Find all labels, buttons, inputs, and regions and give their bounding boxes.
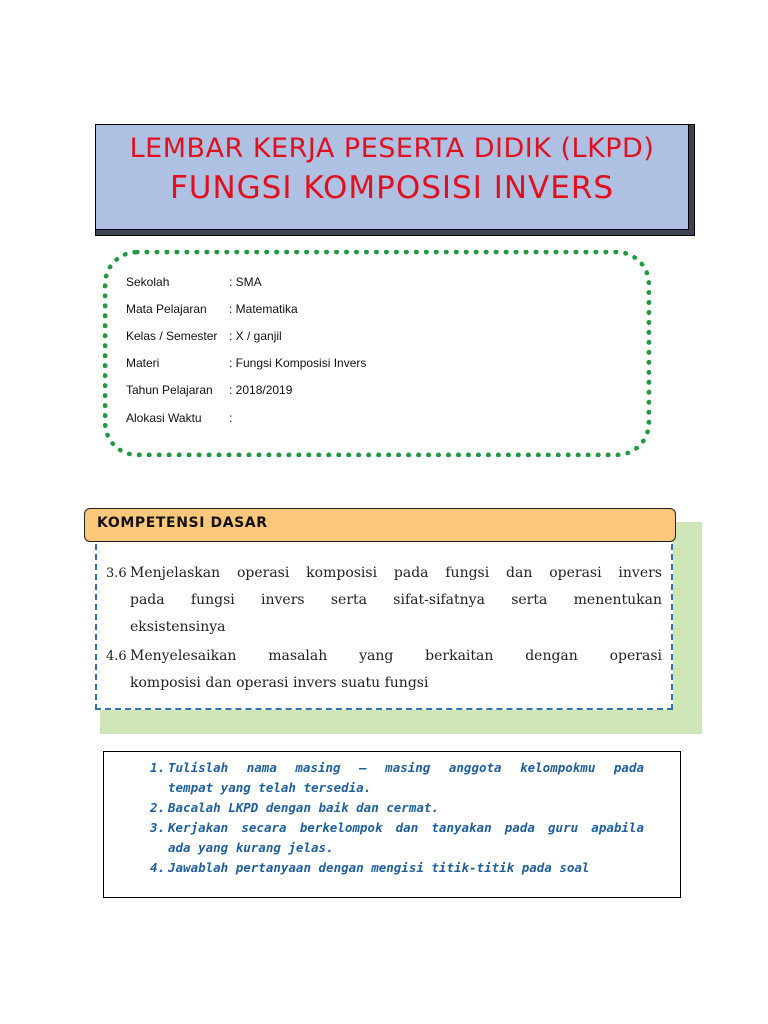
- title-panel: [95, 124, 689, 230]
- instruction-number: 4.: [150, 860, 166, 875]
- instruction-line: Jawablah pertanyaan dengan mengisi titik-titik pada soal: [168, 860, 590, 875]
- instruction-number: 2.: [150, 800, 166, 815]
- info-value: : SMA: [229, 275, 262, 289]
- kd-line: komposisi dan operasi invers suatu fungsi: [130, 675, 429, 691]
- info-label: Alokasi Waktu: [126, 411, 202, 425]
- kd-line: eksistensinya: [130, 619, 226, 635]
- info-value: : Fungsi Komposisi Invers: [229, 356, 367, 370]
- instruction-line: Bacalah LKPD dengan baik dan cermat.: [168, 800, 439, 815]
- kd-line: pada fungsi invers serta sifat-sifatnya serta menentukan: [130, 592, 662, 608]
- info-value: :: [229, 411, 233, 425]
- instruction-item-4: [150, 858, 644, 878]
- kd-item-4-6: [106, 643, 662, 697]
- instruction-line: Tulislah nama masing – masing anggota kelompokmu pada: [168, 760, 644, 775]
- info-value: : X / ganjil: [229, 329, 282, 343]
- info-value: : Matematika: [229, 302, 298, 316]
- instruction-number: 3.: [150, 820, 166, 835]
- kd-item-3-6: [106, 560, 662, 641]
- info-label: Sekolah: [126, 275, 170, 289]
- info-value: : 2018/2019: [229, 383, 293, 397]
- kd-line: Menyelesaikan masalah yang berkaitan dengan operasi: [130, 648, 662, 664]
- kd-number: 3.6: [106, 566, 127, 581]
- instruction-item-3: [150, 818, 644, 858]
- instruction-number: 1.: [150, 760, 166, 775]
- title-main: LEMBAR KERJA PESERTA DIDIK (LKPD): [129, 133, 655, 164]
- title-subject: FUNGSI KOMPOSISI INVERS: [169, 170, 615, 206]
- kd-line: Menjelaskan operasi komposisi pada fungsi dan operasi invers: [130, 565, 662, 581]
- info-label: Kelas / Semester: [126, 329, 218, 343]
- instruction-item-1: [150, 758, 644, 798]
- instruction-item-2: [150, 798, 644, 818]
- info-label: Mata Pelajaran: [126, 302, 207, 316]
- info-label: Materi: [126, 356, 160, 370]
- title-box: [95, 124, 695, 236]
- info-label: Tahun Pelajaran: [126, 383, 213, 397]
- kd-number: 4.6: [106, 649, 127, 664]
- kd-header-title: KOMPETENSI DASAR: [97, 515, 268, 531]
- identity-box: [103, 250, 651, 457]
- instruction-line: tempat yang telah tersedia.: [168, 780, 372, 795]
- kd-header: [84, 508, 676, 542]
- instruction-line: Kerjakan secara berkelompok dan tanyakan pada guru apabila: [168, 820, 644, 835]
- instruction-line: ada yang kurang jelas.: [168, 840, 334, 855]
